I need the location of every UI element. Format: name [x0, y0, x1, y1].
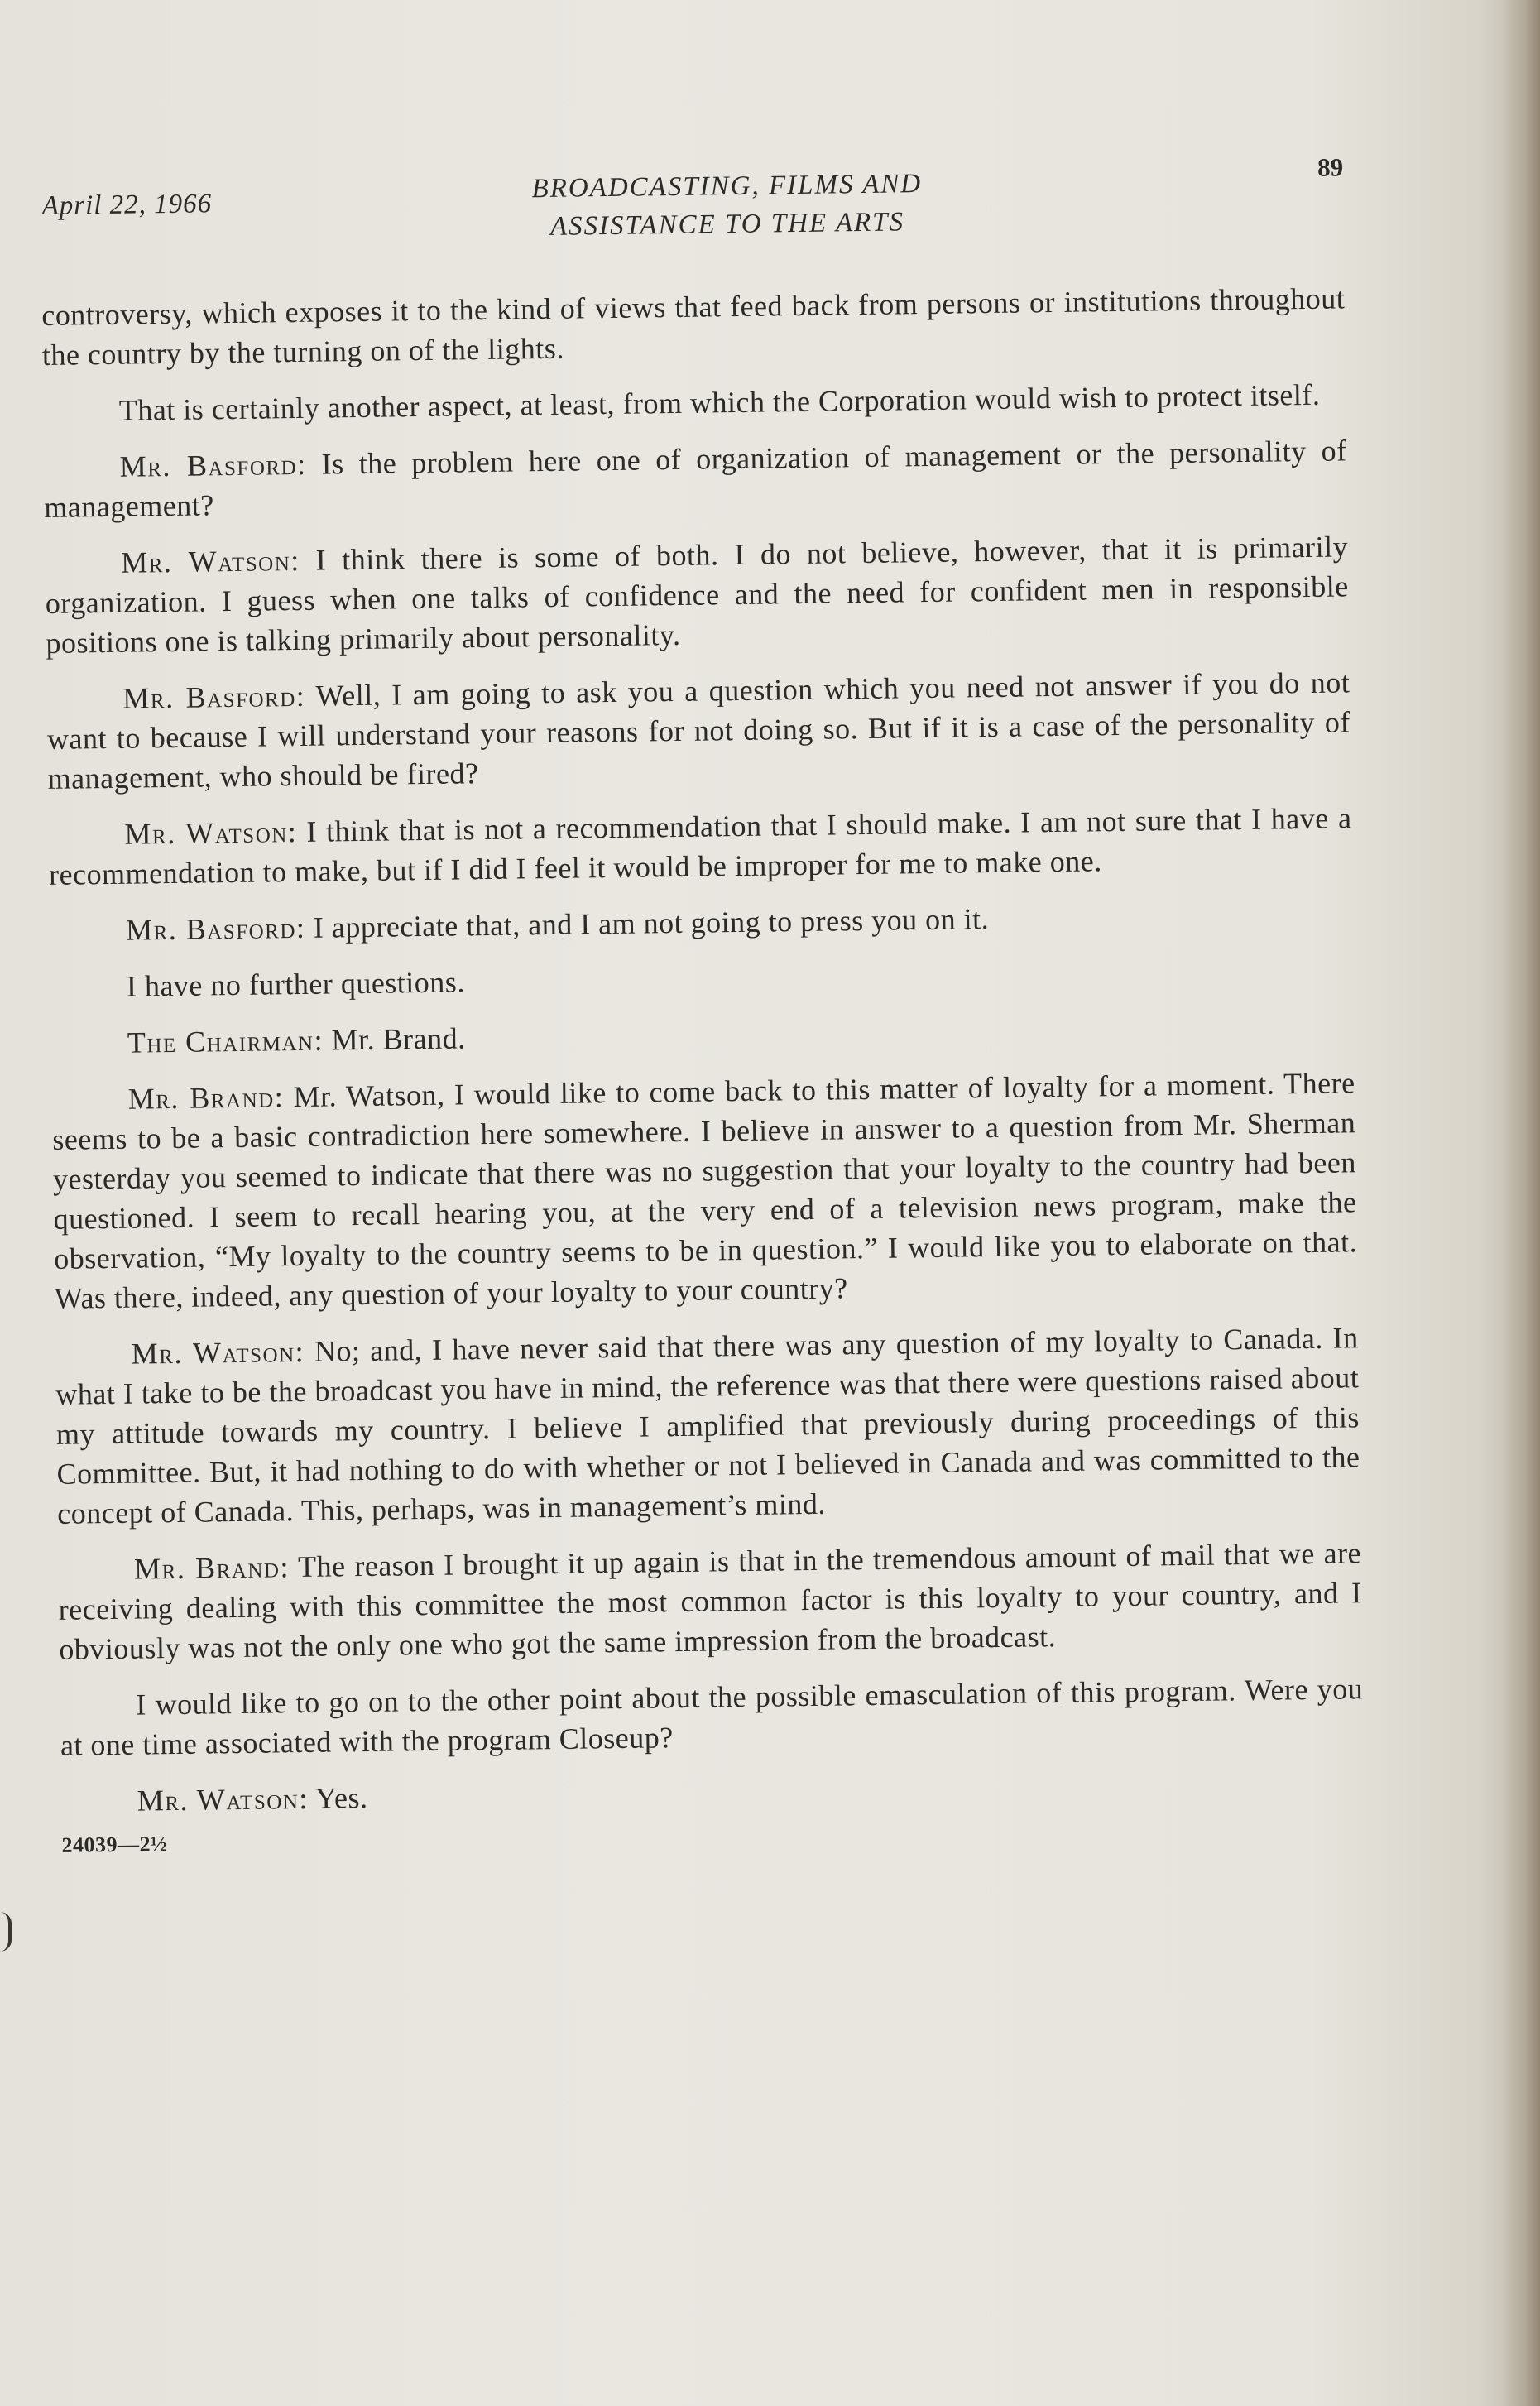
speaker-name: Mr. Watson:: [137, 1781, 309, 1818]
page-edge-shadow: [1502, 0, 1540, 2406]
paragraph-text: Well, I am going to ask you a question which you need not answer if you do not want to because I will understand your reasons for not doing so. But if it is a case of the personality of management, who should be fired?: [46, 665, 1351, 795]
paragraph-text: I think there is some of both. I do not believe, however, that it is primarily organization. I guess when one talks of confidence and the need for confident men in responsible positions one is talking primarily about personality.: [45, 530, 1349, 660]
paragraph: [43, 374, 1346, 431]
speaker-name: Mr. Watson:: [131, 1334, 305, 1371]
paragraph: [51, 1006, 1355, 1064]
speaker-name: Mr. Basford:: [119, 447, 307, 483]
paragraph: [43, 430, 1347, 527]
footer-code: 24039—2½: [61, 1832, 168, 1857]
header-date: April 22, 1966: [41, 189, 213, 221]
running-header: [40, 152, 1344, 261]
header-title-line2: ASSISTANCE TO THE ARTS: [549, 207, 905, 242]
paragraph: [50, 950, 1354, 1007]
speaker-name: Mr. Basford:: [125, 910, 306, 947]
paragraph: [41, 278, 1346, 375]
speaker-name: Mr. Brand:: [127, 1080, 285, 1116]
paragraph-text: The reason I brought it up again is that in the tremendous amount of mail that we are receiving dealing with this committee the most common factor is this loyalty to your country, and I obviously was not the only one who got the same impression from the broadcast.: [58, 1536, 1362, 1666]
transcript-body: [41, 278, 1365, 1821]
paragraph: [46, 662, 1351, 799]
page-content: [40, 152, 1365, 1857]
speaker-name: Mr. Basford:: [122, 679, 306, 715]
paragraph-text: I appreciate that, and I am not going to press you on it.: [305, 902, 990, 944]
paragraph: [60, 1765, 1364, 1822]
paragraph: [50, 894, 1353, 951]
speaker-name: The Chairman:: [127, 1023, 324, 1059]
paragraph-text: That is certainly another aspect, at least, from which the Corporation would wish to protect itself.: [118, 377, 1321, 427]
paragraph-text: Yes.: [308, 1780, 368, 1815]
speaker-name: Mr. Brand:: [133, 1550, 290, 1586]
paragraph-text: I have no further questions.: [126, 965, 466, 1003]
paragraph-text: controversy, which exposes it to the kind of views that feed back from persons or institutions throughout the country by the turning on of the lights.: [41, 281, 1346, 372]
paragraph-text: I think that is not a recommendation that I should make. I am not sure that I have a recommendation to make, but if I did I feel it would be improper for me to make one.: [48, 801, 1352, 891]
paragraph: [60, 1669, 1364, 1765]
paragraph: [48, 798, 1352, 895]
paragraph-text: Mr. Watson, I would like to come back to this matter of loyalty for a moment. There seems to be a basic contradiction here somewhere. I believe in answer to a question from Mr. Sherman yesterday you seemed to indicate that there was no suggestion that your loyalty to the country had been questioned. I seem to recall hearing you, at the very end of a television news program, make the observation, “My loyalty to the country seems to be in question.” I would like you to elaborate on that. Was there, indeed, any question of your loyalty to your country?: [52, 1066, 1358, 1315]
paragraph-text: Mr. Brand.: [323, 1021, 466, 1057]
margin-mark: [0, 1912, 12, 1952]
paragraph: [51, 1063, 1358, 1318]
page-number: 89: [1317, 152, 1344, 182]
paragraph: [58, 1533, 1363, 1669]
paragraph-text: I would like to go on to the other point about the possible emasculation of this program. Were you at one time associated with the program Closeup?: [60, 1672, 1364, 1762]
header-title-line1: BROADCASTING, FILMS AND: [531, 169, 923, 204]
paragraph-text: Is the problem here one of organization of management or the personality of management?: [44, 434, 1347, 524]
paragraph: [45, 526, 1350, 663]
header-title: [437, 164, 1017, 247]
paragraph-text: No; and, I have never said that there was any question of my loyalty to Canada. In what I take to be the broadcast you have in mind, the reference was that there were questions raised about my attitude towards my country. I believe I amplified that previously during proceedings of this Committee. But, it had nothing to do with whether or not I believed in Canada and was committed to the concept of Canada. This, perhaps, was in management’s mind.: [55, 1321, 1360, 1530]
speaker-name: Mr. Watson:: [124, 814, 298, 851]
speaker-name: Mr. Watson:: [120, 543, 301, 579]
paragraph: [55, 1318, 1360, 1534]
